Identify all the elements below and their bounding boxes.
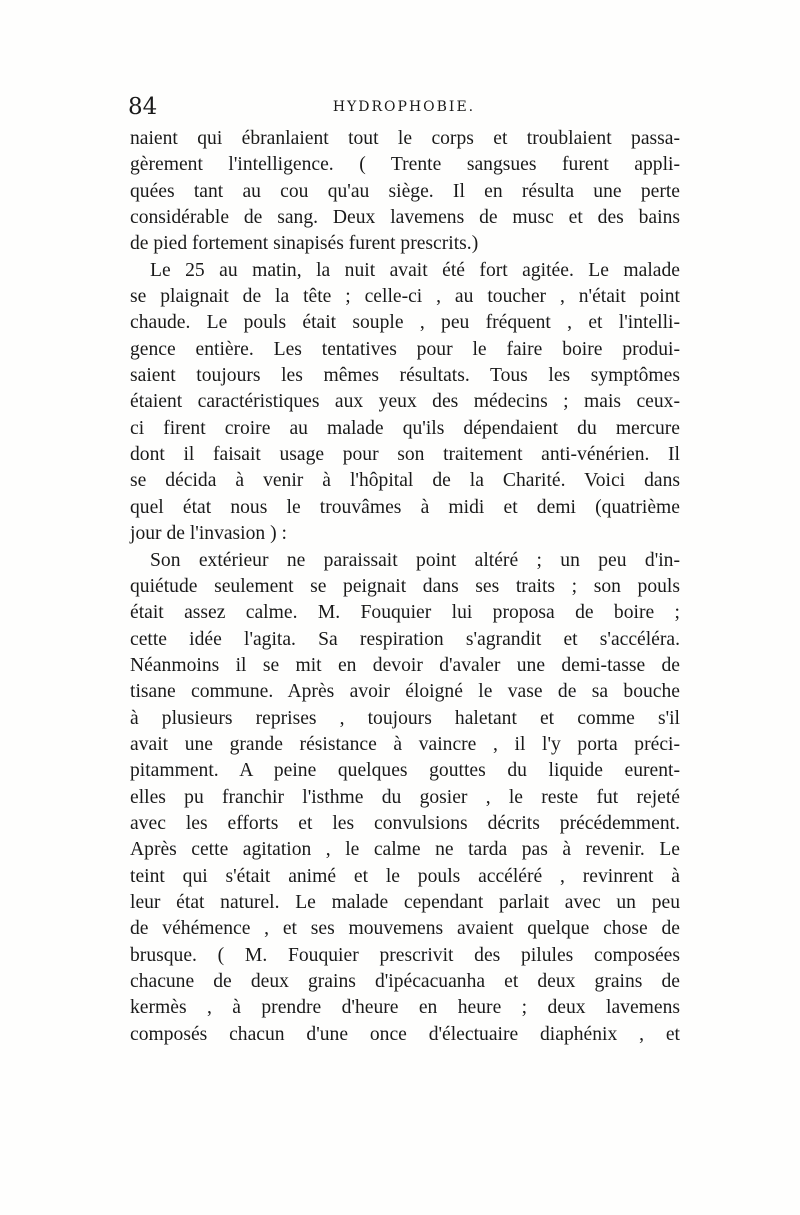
text-line: ci firent croire au malade qu'ils dépendaient du mercure [130,417,680,439]
text-line: avec les efforts et les convulsions décrits précédemment. [130,812,680,834]
text-line: Son extérieur ne paraissait point altéré ; un peu d'in- [150,549,680,571]
running-title: HYDROPHOBIE. [332,99,476,115]
text-line: chacune de deux grains d'ipécacuanha et deux grains de [130,971,680,992]
text-line: saient toujours les mêmes résultats. Tous les symptômes [130,365,680,387]
text-line: gèrement l'intelligence. ( Trente sangsues furent appli- [130,154,680,176]
text-line: de pied fortement sinapisés furent prescrits.) [130,233,479,255]
text-line: composés chacun d'une once d'électuaire diaphénix , et [130,1023,680,1045]
text-line: dont il faisait usage pour son traitement anti-vénérien. Il [130,444,680,466]
text-line: Le 25 au matin, la nuit avait été fort agitée. Le malade [150,259,680,281]
text-line: avait une grande résistance à vaincre , il l'y porta préci- [130,733,680,755]
text-line: quées tant au cou qu'au siège. Il en résulta une perte [130,180,680,202]
text-line: leur état naturel. Le malade cependant parlait avec un peu [130,891,680,913]
text-line: naient qui ébranlaient tout le corps et troublaient passa- [130,128,680,149]
text-line: gence entière. Les tentatives pour le faire boire produi- [130,338,680,360]
text-line: quiétude seulement se peignait dans ses traits ; son pouls [130,575,680,597]
text-line: de véhémence , et ses mouvemens avaient quelque chose de [130,918,680,940]
page-number: 84 [128,94,158,120]
text-line: se plaignait de la tête ; celle-ci , au toucher , n'était point [130,286,680,308]
body-text [130,126,680,1048]
text-line: tisane commune. Après avoir éloigné le vase de sa bouche [130,681,680,703]
text-line: pitamment. A peine quelques gouttes du liquide eurent- [130,760,680,782]
text-line: quel état nous le trouvâmes à midi et demi (quatrième [130,496,680,518]
text-line: kermès , à prendre d'heure en heure ; deux lavemens [130,997,680,1019]
text-line: teint qui s'était animé et le pouls accéléré , revinrent à [130,865,680,887]
text-line: se décida à venir à l'hôpital de la Charité. Voici dans [130,470,680,492]
text-line: considérable de sang. Deux lavemens de musc et des bains [130,207,680,229]
text-line: Après cette agitation , le calme ne tarda pas à revenir. Le [130,839,680,861]
text-line: brusque. ( M. Fouquier prescrivit des pilules composées [130,944,680,966]
text-line: chaude. Le pouls était souple , peu fréquent , et l'intelli- [130,312,680,334]
text-line: Néanmoins il se mit en devoir d'avaler une demi-tasse de [130,654,680,676]
text-line: cette idée l'agita. Sa respiration s'agrandit et s'accéléra. [130,628,680,650]
text-line: jour de l'invasion ) : [130,523,287,545]
text-line: elles pu franchir l'isthme du gosier , le reste fut rejeté [130,786,680,808]
text-line: étaient caractéristiques aux yeux des médecins ; mais ceux- [130,391,680,413]
text-line: était assez calme. M. Fouquier lui proposa de boire ; [130,602,680,624]
page-header [128,92,680,122]
text-line: à plusieurs reprises , toujours haletant et comme s'il [130,707,680,729]
